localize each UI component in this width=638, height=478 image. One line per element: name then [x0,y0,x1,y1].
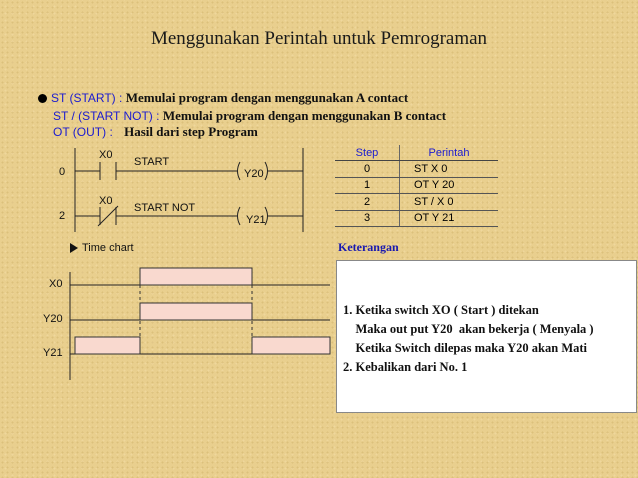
definition-code: ST / (START NOT) [53,109,153,123]
y20-pulse [140,303,252,320]
definition-sep: : [109,125,113,139]
rung1-coil-label: Y20 [244,168,264,180]
signal-label-x0: X0 [49,278,63,290]
step-table [335,145,498,227]
table-cell-step: 0 [335,161,400,178]
rung2-coil-label: Y21 [246,214,266,226]
rung2-label: START NOT [134,202,196,214]
rung2-contact-label: X0 [99,195,113,207]
coil-left-arc [238,162,241,180]
nc-contact-slash [98,206,118,226]
table-cell-perintah: OT Y 21 [400,210,499,227]
table-header-row [335,145,498,161]
y21-pulse-2 [252,337,330,354]
keterangan-line: 1. Ketika switch XO ( Start ) ditekan [343,303,539,317]
table-header-step: Step [335,145,400,161]
keterangan-box [336,260,637,413]
time-chart [70,243,330,380]
arrow-icon [70,243,78,253]
definition-sep: : [119,91,123,105]
keterangan-heading: Keterangan [338,240,399,254]
table-cell-step: 2 [335,194,400,211]
definition-sep: : [156,109,160,123]
rung2-step: 2 [59,210,66,222]
time-chart-title: Time chart [82,242,134,254]
keterangan-line: Ketika Switch dilepas maka Y20 akan Mati [343,341,588,355]
y21-pulse-1 [75,337,140,354]
table-row [335,210,498,227]
keterangan-line: 2. Kebalikan dari No. 1 [343,360,468,374]
table-row [335,177,498,194]
page-title: Menggunakan Perintah untuk Pemrograman [150,28,488,49]
definition-code: ST (START) [51,91,116,105]
definition-desc: Hasil dari step Program [124,124,258,139]
definition-desc: Memulai program dengan menggunakan A contact [125,90,409,105]
table-row [335,194,498,211]
table-header-perintah: Perintah [400,145,499,161]
table-row [335,161,498,178]
definition-code: OT (OUT) [53,125,107,139]
definition-desc: Memulai program dengan menggunakan B contact [162,108,447,123]
coil-right-arc [265,162,268,180]
table-cell-perintah: OT Y 20 [400,177,499,194]
table-cell-step: 3 [335,210,400,227]
rung1-contact-label: X0 [99,149,113,161]
x0-pulse [140,268,252,285]
signal-label-y21: Y21 [43,347,63,359]
table-cell-step: 1 [335,177,400,194]
rung1-label: START [134,156,170,168]
coil-left-arc [238,207,241,225]
table-cell-perintah: ST / X 0 [400,194,499,211]
keterangan-text [343,301,594,377]
rung1-step: 0 [59,166,66,178]
signal-label-y20: Y20 [43,313,63,325]
table-cell-perintah: ST X 0 [400,161,499,178]
keterangan-line: Maka out put Y20 akan bekerja ( Menyala ) [343,322,594,336]
